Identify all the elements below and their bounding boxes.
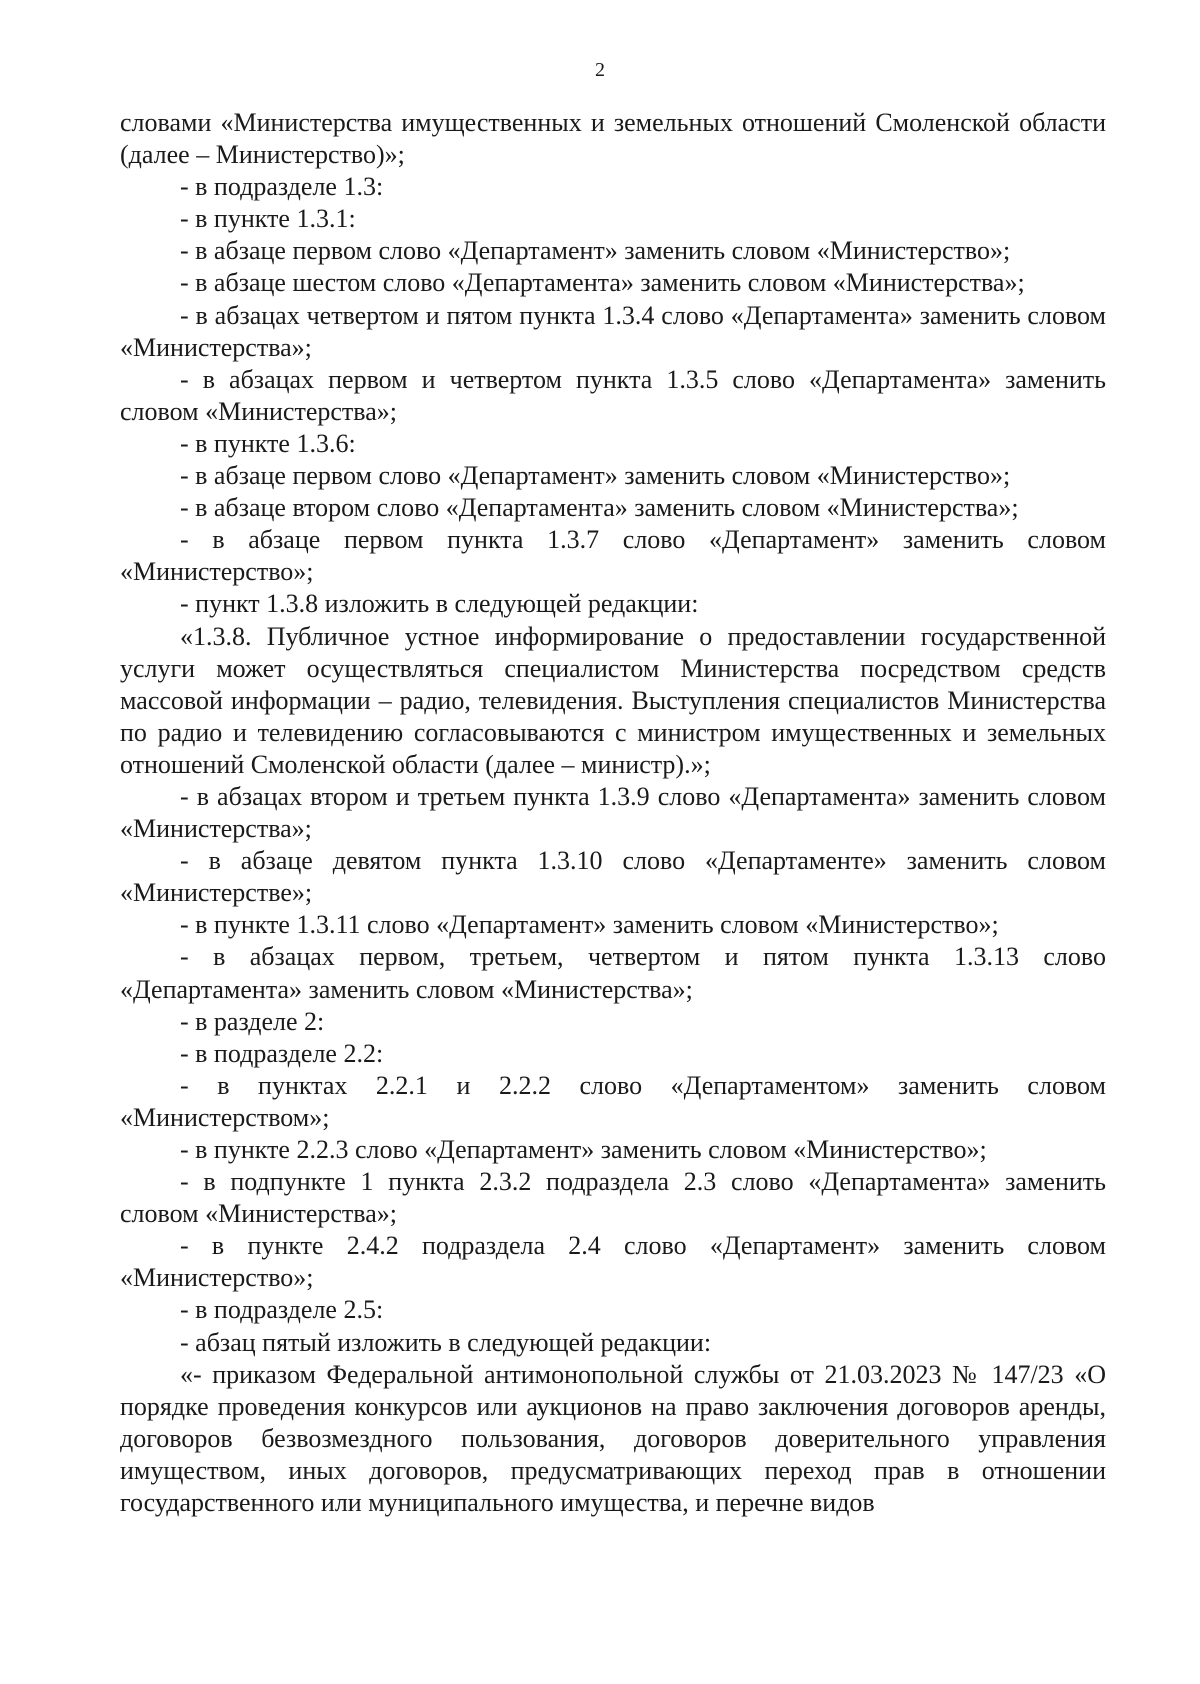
paragraph: - в подпункте 1 пункта 2.3.2 подраздела 2.3 слово «Департамента» заменить словом «Министерства»; <box>120 1167 1106 1229</box>
paragraph: - в абзаце девятом пункта 1.3.10 слово «Департаменте» заменить словом «Министерстве»; <box>120 846 1106 908</box>
paragraph: - в пункте 1.3.11 слово «Департамент» заменить словом «Министерство»; <box>180 910 999 940</box>
paragraph: - в абзаце первом слово «Департамент» заменить словом «Министерство»; <box>180 236 1011 266</box>
paragraph: - в абзаце втором слово «Департамента» заменить словом «Министерства»; <box>180 493 1019 523</box>
paragraph: - в пункте 1.3.6: <box>180 428 356 458</box>
page-number: 2 <box>595 59 605 81</box>
paragraph: - в пункте 2.2.3 слово «Департамент» заменить словом «Министерство»; <box>180 1135 987 1164</box>
paragraph: - в пункте 2.4.2 подраздела 2.4 слово «Департамент» заменить словом «Министерство»; <box>120 1231 1106 1293</box>
paragraph: - в абзацах первом, третьем, четвертом и пятом пункта 1.3.13 слово «Департамента» заменить словом «Министерства»; <box>120 942 1106 1004</box>
paragraph: - в абзацах втором и третьем пункта 1.3.9 слово «Департамента» заменить словом «Министерства»; <box>120 781 1106 844</box>
paragraph: - в абзаце шестом слово «Департамента» заменить словом «Министерства»; <box>180 268 1025 298</box>
paragraph: - абзац пятый изложить в следующей редакции: <box>180 1327 712 1357</box>
paragraph: - в пунктах 2.2.1 и 2.2.2 слово «Департаментом» заменить словом «Министерством»; <box>120 1070 1106 1132</box>
paragraph: - в подразделе 2.5: <box>180 1295 384 1325</box>
quoted-paragraph: «1.3.8. Публичное устное информирование о предоставлении государственной услуги может осуществляться специалистом Министерства посредством средств массовой информации – радио, телевидения. Выступления специалистов Министерства по радио и телевидению согласовываются с министром имущественных и земельных отношений Смоленской области (далее – министр).»; <box>120 621 1106 779</box>
paragraph-continuation: словами «Министерства имущественных и земельных отношений Смоленской области (далее – Министерство)»; <box>120 108 1106 170</box>
paragraph: - в абзаце первом слово «Департамент» заменить словом «Министерство»; <box>180 461 1011 491</box>
paragraph: - в пункте 1.3.1: <box>180 204 356 234</box>
quoted-paragraph: «- приказом Федеральной антимонопольной службы от 21.03.2023 № 147/23 «О порядке проведения конкурсов или аукционов на право заключения договоров аренды, договоров безвозмездного пользования, договоров доверительного управления имуществом, иных договоров, предусматривающих переход прав в отношении государственного или муниципального имущества, и перечне видов <box>120 1359 1106 1518</box>
paragraph: - в абзацах первом и четвертом пункта 1.3.5 слово «Департамента» заменить словом «Министерства»; <box>120 364 1106 426</box>
paragraph: - в разделе 2: <box>180 1006 325 1036</box>
paragraph: - в абзацах четвертом и пятом пункта 1.3.4 слово «Департамента» заменить словом «Министерства»; <box>120 300 1106 362</box>
paragraph: - в подразделе 2.2: <box>180 1038 384 1068</box>
paragraph: - в подразделе 1.3: <box>180 172 384 202</box>
paragraph: - в абзаце первом пункта 1.3.7 слово «Департамент» заменить словом «Министерство»; <box>120 525 1106 587</box>
paragraph: - пункт 1.3.8 изложить в следующей редакции: <box>180 589 699 619</box>
document-body <box>120 107 1106 1519</box>
